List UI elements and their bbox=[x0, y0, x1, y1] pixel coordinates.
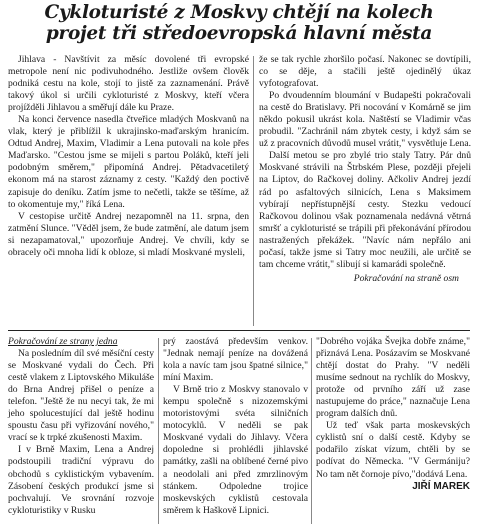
article-column-1 bbox=[8, 54, 249, 259]
paragraph: že se tak rychle zhoršilo počasí. Nakonec se dovtípili, co se děje, a stačili ještě ojedinělý úkaz vyfotografovat. bbox=[259, 54, 471, 90]
section-divider bbox=[8, 330, 470, 331]
headline-line-2: projet tři středoevropská hlavní města bbox=[45, 23, 433, 44]
headline bbox=[6, 2, 472, 44]
column-divider bbox=[253, 56, 254, 326]
article-column-2 bbox=[259, 54, 471, 285]
continuation-column-3 bbox=[316, 336, 470, 493]
paragraph: I v Brně Maxim, Lena a Andrej podstoupili tradiční výpravu do obchodů s cyklistickým vybavením. Zásobení českých produkcí jsme si pochvalují. Ve srovnání rozvoje cykloturistiky v Rusku bbox=[8, 444, 154, 516]
paragraph: Na konci července nasedla čtveřice mladých Moskvanů na vlak, který je přiblížil k ukrajinsko-maďarským hranicím. Odtud Andrej, Maxim, Vladimir a Lena putovali na kole přes Maďarsko. "Cestou jsme se mijeli s partou Poláků, kteří jeli podobným směrem," připomíná Andrej. Pětadvacetiletý ekonom má na starost záznamy z cesty. "Každý den poctivě zapisuje do deníku. Zatím jsme to nečetli, takže se těšíme, až to okomentuje my," říká Lena. bbox=[8, 114, 249, 210]
author-byline: JIŘÍ MAREK bbox=[412, 480, 470, 492]
paragraph: Jihlava - Navštívit za měsíc dovolené tři evropské metropole není nic podivuhodného. Jestliže ovšem člověk podniká cestu na kole, stojí to jistě za zaznamenání. Právě takový úkol si určili cykloturisté z Moskvy, kteří včera projížděli Jihlavou a směřují dále ku Praze. bbox=[8, 54, 249, 114]
continued-from-note: Pokračování ze strany jedna bbox=[8, 336, 118, 347]
column-divider bbox=[311, 338, 312, 524]
paragraph: V Brně trio z Moskvy stanovalo v kempu společně s nizozemskými motoristovými svéta silničních motocyklů. V neděli se pak Moskvané vydali do Jihlavy. Včera dopoledne si prohlédli jihlavské památky, zašli na oblíbené černé pivo a neodolali ani před zmrzlinovým stánkem. Odpoledne trojice moskevských cyklistů cestovala směrem k Haškově Lipnici. bbox=[163, 384, 308, 516]
paragraph: Už teď však parta moskevských cyklistů sní o další cestě. Kdyby se podařilo získat vízum, chtěli by se podívat do Německa. "V Germániju? No tam nět čornoje pívo,"dodává Lena. bbox=[316, 420, 470, 480]
paragraph: Po dvoudenním bloumání v Budapešti pokračovali na cestě do Bratislavy. Při nocování v Komárně se jim někdo pokusil ukrást kola. Naštěstí se Vladimir včas probudil. "Zachránil nám zbytek cesty, i když sám se už z pracovních důvodů musel vrátit," vysvětluje Lena. bbox=[259, 90, 471, 150]
paragraph: Na posledním díl své měsíční cesty se Moskvané vydali do Čech. Při cestě vlakem z Liptovského Mikuláše do Brna Andrej přišel o peníze a telefon. "Ještě že nu necyi tak, že mi jeho spolucestující dal ještě hodinu spoustu času při vyřizování nového," vrací se k trpké zkušenosti Maxim. bbox=[8, 348, 154, 444]
column-divider bbox=[158, 338, 159, 524]
headline-line-1: Cykloturisté z Moskvy chtějí na kolech bbox=[44, 2, 434, 23]
paragraph: "Dobrého vojáka Švejka dobře známe," přiznává Lena. Posázavím se Moskvané chtějí dostat do Prahy. "V neděli musíme sednout na rychlík do Moskvy, protože od prvního září už zase nastupujeme do práce," naznačuje Lena program dalších dnů. bbox=[316, 336, 470, 420]
paragraph: Další metou se pro zbylé trio staly Tatry. Pár dnů Moskvané strávili na Štrbském Plese, později přejeli na Liptov, do Račkovej doliny. Ačkoliv Andrej jezdí rád po asfaltových silnicích, Lena s Maksimem vybírají nepřístupnější cesty. Stezku vedoucí Račkovou dolinou však poznamenala nedávná větrná smršť a cykloturisté se trápili při překonávání přírodou nastražených překážek. "Navíc nám nepřálo ani počasí, takže jsme si Tatry moc neužili, ale určitě se tam chceme vrátit," slibují si kamarádi společně. bbox=[259, 150, 471, 270]
continuation-column-1 bbox=[8, 336, 154, 517]
paragraph: prý zaostává především venkov. "Jednak nemají peníze na dovážená kola a navíc tam jsou špatné silnice," míní Maxim. bbox=[163, 336, 308, 384]
continuation-column-2 bbox=[163, 336, 308, 517]
paragraph: V cestopise určitě Andrej nezapomněl na 11. srpna, den zatmění Slunce. "Věděl jsem, že bude zatmění, ale datum jsem si nezapamatoval," upozorňuje Andrej. Ve chvíli, kdy se obracely oči mnoha lidí k obloze, si mladí Moskvané mysleli, bbox=[8, 210, 250, 258]
continued-on-note: Pokračování na straně osm bbox=[353, 272, 459, 284]
